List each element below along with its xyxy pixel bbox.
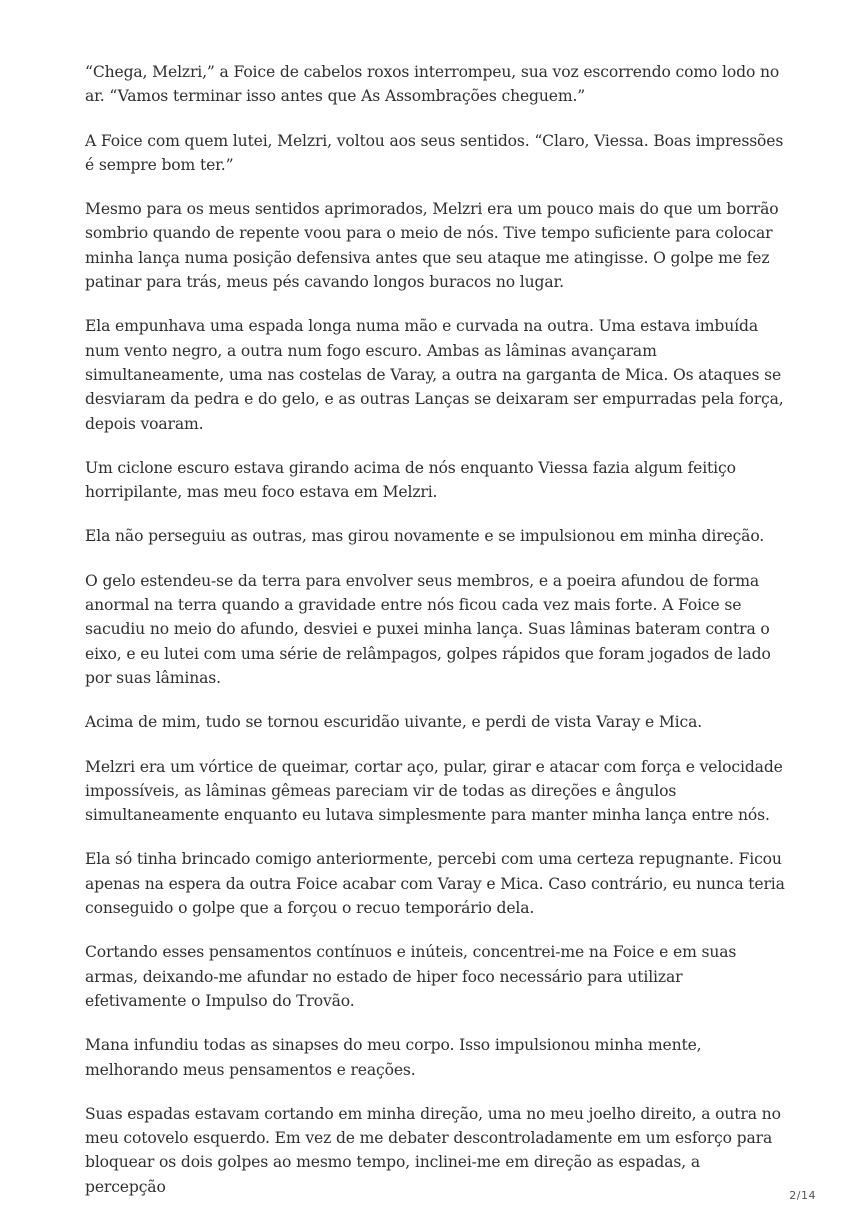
paragraph: Mesmo para os meus sentidos aprimorados, Melzri era um pouco mais do que um borrão sombrio quando de repente voou para o meio de nós. Tive tempo suficiente para colocar minha lança numa posição defensiva antes que seu ataque me atingisse. O golpe me fez patinar para trás, meus pés cavando longos buracos no lugar. <box>85 200 779 292</box>
paragraph: Melzri era um vórtice de queimar, cortar aço, pular, girar e atacar com força e velocidade impossíveis, as lâminas gêmeas pareciam vir de todas as direções e ângulos simultaneamente enquanto eu lutava simplesmente para manter minha lança entre nós. <box>85 757 783 825</box>
paragraph: A Foice com quem lutei, Melzri, voltou aos seus sentidos. “Claro, Viessa. Boas impressões é sempre bom ter.” <box>85 131 784 174</box>
paragraph: O gelo estendeu-se da terra para envolver seus membros, e a poeira afundou de forma anormal na terra quando a gravidade entre nós ficou cada vez mais forte. A Foice se sacudiu no meio do afundo, desviei e puxei minha lança. Suas lâminas bateram contra o eixo, e eu lutei com uma série de relâmpagos, golpes rápidos que foram jogados de lado por suas lâminas. <box>85 571 771 687</box>
paragraph: Ela só tinha brincado comigo anteriormente, percebi com uma certeza repugnante. Ficou apenas na espera da outra Foice acabar com Varay e Mica. Caso contrário, eu nunca teria conseguido o golpe que a forçou o recuo temporário dela. <box>85 850 785 918</box>
paragraph: Suas espadas estavam cortando em minha direção, uma no meu joelho direito, a outra no meu cotovelo esquerdo. Em vez de me debater descontroladamente em um esforço para bloquear os dois golpes ao mesmo tempo, inclinei-me em direção as espadas, a percepção <box>85 1104 781 1196</box>
paragraph: Cortando esses pensamentos contínuos e inúteis, concentrei-me na Foice e em suas armas, deixando-me afundar no estado de hiper foco necessário para utilizar efetivamente o Impulso do Trovão. <box>85 943 737 1010</box>
paragraph: Mana infundiu todas as sinapses do meu corpo. Isso impulsionou minha mente, melhorando meus pensamentos e reações. <box>85 1036 702 1079</box>
paragraph: Ela empunhava uma espada longa numa mão e curvada na outra. Uma estava imbuída num vento negro, a outra num fogo escuro. Ambas as lâminas avançaram simultaneamente, uma nas costelas de Varay, a outra na garganta de Mica. Os ataques se desviaram da pedra e do gelo, e as outras Lanças se deixaram ser empurradas pela força, depois voaram. <box>85 317 784 433</box>
document-body <box>85 60 785 1219</box>
paragraph: “Chega, Melzri,” a Foice de cabelos roxos interrompeu, sua voz escorrendo como lodo no ar. “Vamos terminar isso antes que As Assombrações cheguem.” <box>85 63 780 106</box>
paragraph: Ela não perseguiu as outras, mas girou novamente e se impulsionou em minha direção. <box>85 527 765 546</box>
paragraph: Acima de mim, tudo se tornou escuridão uivante, e perdi de vista Varay e Mica. <box>85 713 703 732</box>
paragraph: Um ciclone escuro estava girando acima de nós enquanto Viessa fazia algum feitiço horripilante, mas meu foco estava em Melzri. <box>85 458 736 502</box>
page-number: 2/14 <box>789 1189 816 1202</box>
